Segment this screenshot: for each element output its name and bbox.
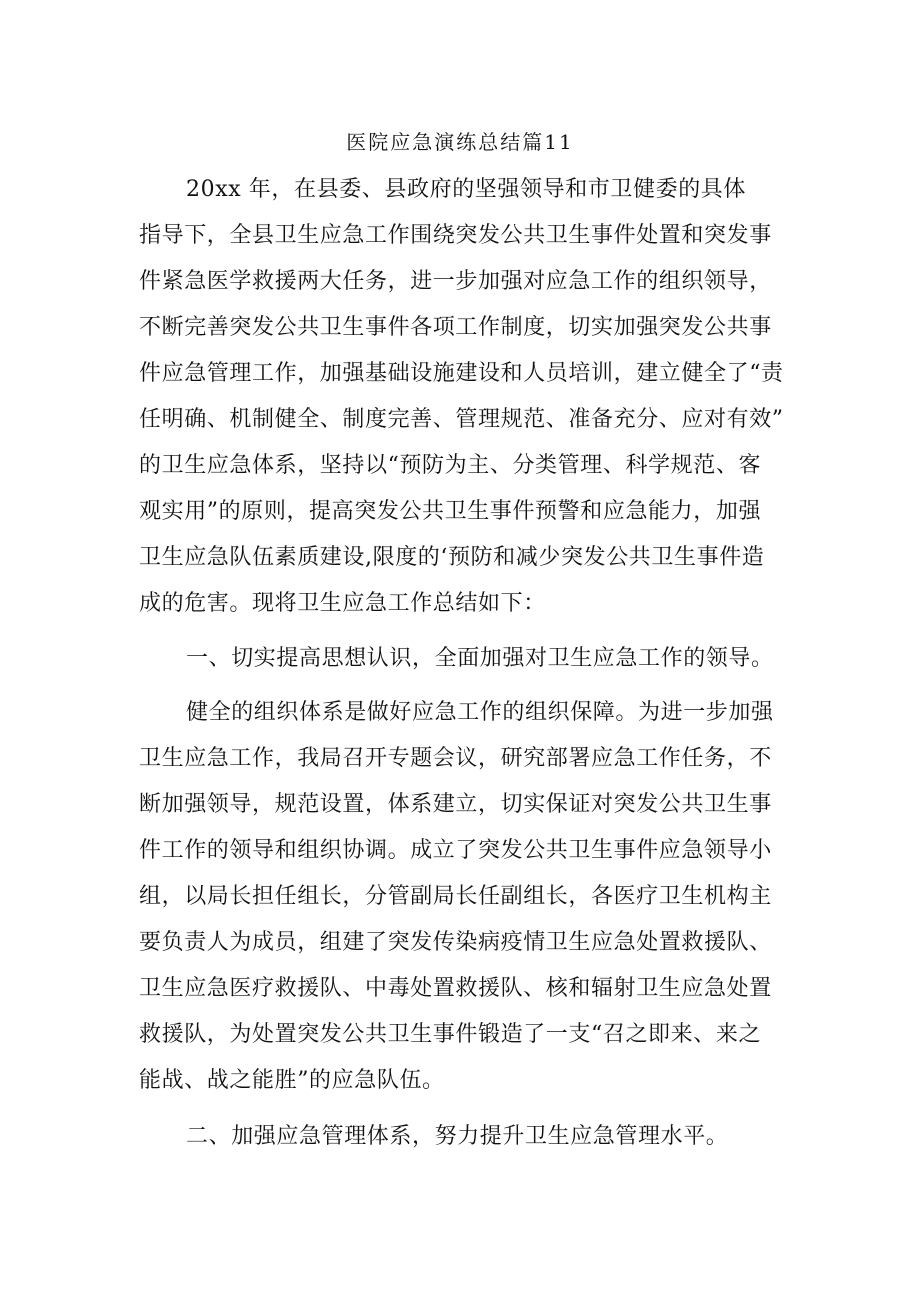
paragraph-line: 成的危害。现将卫生应急工作总结如下： [139,591,546,616]
paragraph-line: 件工作的领导和组织协调。成立了突发公共卫生事件应急领导小 [139,838,772,863]
paragraph-line: 救援队，为处置突发公共卫生事件锻造了一支“召之即来、来之 [139,1022,762,1047]
paragraph-line: 20xx 年，在县委、县政府的坚强领导和市卫健委的具体 [186,177,747,202]
paragraph-line: 断加强领导，规范设置，体系建立，切实保证对突发公共卫生事 [139,792,772,817]
paragraph-line: 组，以局长担任组长，分管副局长任副组长，各医疗卫生机构主 [139,884,772,909]
paragraph-line: 卫生应急工作，我局召开专题会议，研究部署应急工作任务，不 [139,746,772,771]
paragraph-line: 件紧急医学救援两大任务，进一步加强对应急工作的组织领导， [139,269,772,294]
paragraph-line: 件应急管理工作，加强基础设施建设和人员培训，建立健全了“责 [139,361,784,386]
paragraph-line: 任明确、机制健全、制度完善、管理规范、准备充分、应对有效” [139,407,784,432]
section-heading-2: 二、加强应急管理体系，努力提升卫生应急管理水平。 [186,1124,729,1149]
paragraph-line: 不断完善突发公共卫生事件各项工作制度，切实加强突发公共事 [139,315,772,340]
section-heading-1: 一、切实提高思想认识，全面加强对卫生应急工作的领导。 [186,646,774,671]
paragraph-line: 能战、战之能胜”的应急队伍。 [139,1068,445,1093]
paragraph-line: 卫生应急医疗救援队、中毒处置救援队、核和辐射卫生应急处置 [139,976,772,1001]
paragraph-line: 健全的组织体系是做好应急工作的组织保障。为进一步加强 [186,700,774,725]
paragraph-line: 卫生应急队伍素质建设,限度的‘预防和减少突发公共卫生事件造 [139,545,765,570]
document-title: 医院应急演练总结篇11 [346,130,574,154]
paragraph-line: 观实用”的原则，提高突发公共卫生事件预警和应急能力，加强 [139,499,762,524]
paragraph-line: 的卫生应急体系，坚持以“预防为主、分类管理、科学规范、客 [139,453,762,478]
paragraph-line: 指导下，全县卫生应急工作围绕突发公共卫生事件处置和突发事 [139,223,772,248]
paragraph-line: 要负责人为成员，组建了突发传染病疫情卫生应急处置救援队、 [139,930,772,955]
